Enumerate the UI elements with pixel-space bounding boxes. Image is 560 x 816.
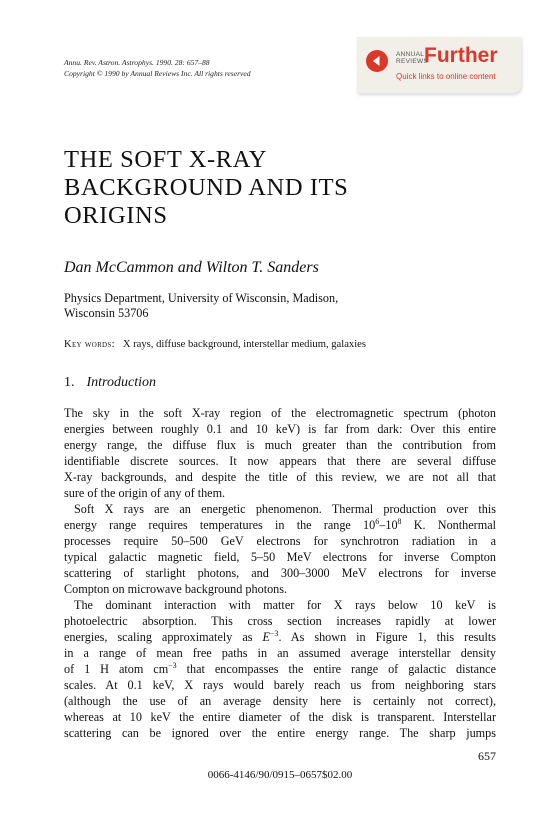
body-fragment: . As shown in Figure 1, this results xyxy=(278,630,496,644)
body-line: Compton on microwave background photons. xyxy=(64,582,288,596)
body-fragment: that encompasses the entire range of galactic distance xyxy=(176,662,496,676)
section-heading xyxy=(64,375,156,391)
annual-reviews-line1: ANNUAL xyxy=(396,51,425,58)
further-subtitle: Quick links to online content xyxy=(396,72,496,81)
citation-line-journal: Annu. Rev. Astron. Astrophys. 1990. 28: 657–88 xyxy=(64,58,210,67)
section-number: 1. xyxy=(64,375,75,390)
body-line: sure of the origin of any of them. xyxy=(64,486,226,500)
body-line: processes require 50–500 GeV electrons for synchrotron radiation in a xyxy=(64,534,496,548)
body-fragment: energies, scaling approximately as xyxy=(64,630,263,644)
superscript: −3 xyxy=(168,661,177,670)
citation-line-copyright: Copyright © 1990 by Annual Reviews Inc. All rights reserved xyxy=(64,69,251,78)
body-line: scattering can be ignored over the entire energy range. The sharp jumps xyxy=(64,726,496,740)
further-links-badge[interactable] xyxy=(357,37,521,93)
author-affiliation xyxy=(64,291,338,321)
section-title: Introduction xyxy=(86,375,156,390)
body-fragment: K. Nonthermal xyxy=(401,518,496,532)
annual-reviews-line2: REVIEWS xyxy=(396,58,429,65)
body-line: (although the use of an average density here is certainly not correct), xyxy=(64,694,496,708)
further-label: Further xyxy=(424,44,498,67)
arrow-left-icon xyxy=(366,50,388,72)
body-line: scattering of starlight photons, and 300–3000 MeV electrons for inverse xyxy=(64,566,496,580)
superscript: 8 xyxy=(397,517,402,526)
body-line: identifiable discrete sources. It now appears that there are several diffuse xyxy=(64,454,496,468)
keywords-label: Key words: xyxy=(64,339,115,350)
body-line: typical galactic magnetic field, 5–50 MeV electrons for inverse Compton xyxy=(64,550,496,564)
article-authors: Dan McCammon and Wilton T. Sanders xyxy=(64,259,319,276)
body-line xyxy=(64,629,496,645)
body-line: The sky in the soft X-ray region of the electromagnetic spectrum (photon xyxy=(64,406,496,420)
body-line: The dominant interaction with matter for X rays below 10 keV is xyxy=(74,598,496,612)
title-line: BACKGROUND AND ITS xyxy=(64,174,349,201)
keywords xyxy=(64,339,366,350)
body-line: energy range, the diffuse flux is much greater than the contribution from xyxy=(64,438,496,452)
body-fragment: energy range requires temperatures in the range 10 xyxy=(64,518,376,532)
body-line: Soft X rays are an energetic phenomenon. Thermal production over this xyxy=(74,502,496,516)
body-line: energies between roughly 0.1 and 10 keV) is far from dark: Over this entire xyxy=(64,422,496,436)
body-line xyxy=(64,517,496,533)
body-text xyxy=(64,405,496,741)
body-line: photoelectric absorption. This cross section increases rapidly at lower xyxy=(64,614,496,628)
title-line: THE SOFT X-RAY xyxy=(64,146,268,173)
body-line: in a range of mean free paths in an assumed average interstellar density xyxy=(64,646,496,660)
body-line xyxy=(64,661,496,677)
superscript: −3 xyxy=(269,629,279,638)
body-line: scales. At 0.1 keV, X rays would barely reach us from neighboring stars xyxy=(64,678,496,692)
affiliation-line: Wisconsin 53706 xyxy=(64,306,149,320)
body-fragment: of 1 H atom cm xyxy=(64,662,169,676)
page-number: 657 xyxy=(478,749,496,763)
superscript: 6 xyxy=(375,517,380,526)
affiliation-line: Physics Department, University of Wisconsin, Madison, xyxy=(64,291,339,305)
issn-code: 0066-4146/90/0915–0657$02.00 xyxy=(207,769,353,781)
keywords-list: X rays, diffuse background, interstellar medium, galaxies xyxy=(122,339,366,350)
article-title xyxy=(64,146,464,230)
title-line: ORIGINS xyxy=(64,202,168,229)
body-line: whereas at 10 keV the entire diameter of the disk is transparent. Interstellar xyxy=(64,710,496,724)
math-symbol: E xyxy=(262,630,270,644)
body-fragment: –10 xyxy=(379,518,398,532)
body-line: X-ray backgrounds, and despite the title of this review, we are not all that xyxy=(64,470,496,484)
journal-citation xyxy=(64,57,251,79)
